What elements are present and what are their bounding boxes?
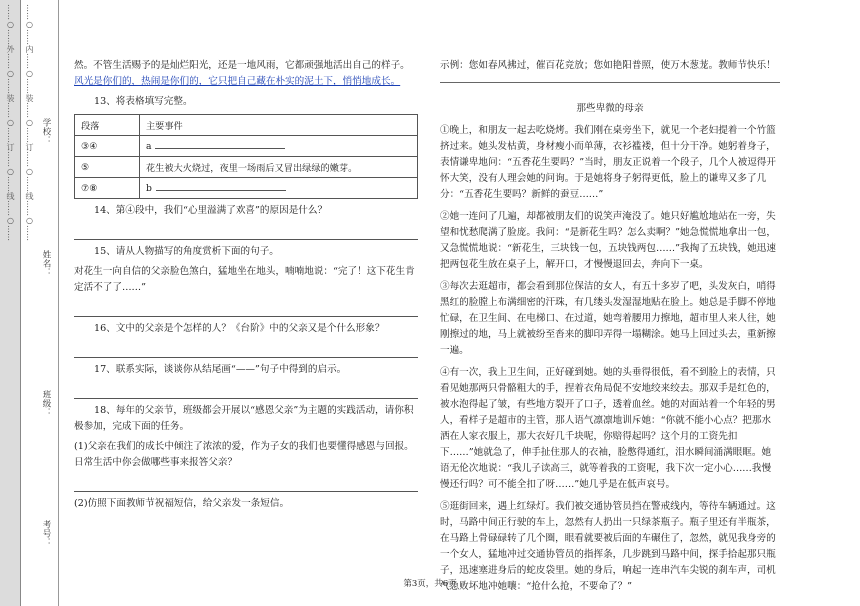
answer-line[interactable] xyxy=(74,225,418,240)
field-class: 班级： xyxy=(41,390,51,417)
question-13: 13、将表格填写完整。 xyxy=(94,96,193,107)
passage-paragraph: ⑤逛街回来，遇上红绿灯。我们被交通协管员挡在警戒线内，等待车辆通过。这时，马路中间正行驶的车上，忽然有人扔出一只绿茶瓶子。瓶子里还有半瓶茶，在马路上骨碌碌转了几个圈，眼看就要被后面的车碾住了，忽然，就见我身旁的一个女人，猛地冲过交通协管员的指挥条，几步跳到马路中间，探手拾起那只瓶子，迅速塞进身后的蛇皮袋里。她的身后，响起一连串汽车尖锐的刹车声，司机气急败坏地冲她嚷：“抢什么抢，不要命了？” xyxy=(440,501,776,592)
blank-label-a: a xyxy=(146,140,152,152)
answer-line[interactable] xyxy=(74,384,418,399)
passage-paragraph: ①晚上，和朋友一起去吃烧烤。我们刚在桌旁坐下，就见一个老妇提着一个竹篮挤过来。她头发枯黄，身材瘦小而单薄，衣衫褴褛，但十分干净。她躬着身子，表情谦卑地问：“五香花生要吗？”当时，朋友正说着一个段子，几个人被逗得开怀大笑，没有人理会她的问询。于是她将身子躬得更低，脸上的谦卑又多了几分：“五香花生要吗？新鲜的蚕豆……” xyxy=(440,125,776,200)
table-row xyxy=(75,178,418,199)
answer-line[interactable] xyxy=(74,302,418,317)
summary-table xyxy=(74,114,418,199)
table-row xyxy=(75,157,418,178)
left-column xyxy=(74,58,418,512)
answer-cell-b[interactable] xyxy=(140,178,418,199)
inner-binding-strip xyxy=(22,0,59,606)
blank-label-b: b xyxy=(146,182,152,194)
question-14: 14、第④段中，我们“心里溢满了欢喜”的原因是什么？ xyxy=(94,205,328,216)
sms-example: 示例：您如春风拂过，催百花竞放；您如艳阳普照，使万木葱茏。教师节快乐！ xyxy=(440,60,776,71)
question-15: 15、请从人物描写的角度赏析下面的句子。 xyxy=(94,246,279,257)
passage-paragraph: ④有一次，我上卫生间，正好碰到她。她的头垂得很低，看不到脸上的表情，只看见她那两只骨骼粗大的手，捏着衣角局促不安地绞来绞去。那双手是红色的，被水泡得起了皱，有些地方裂开了口子，透着血丝。她的对面站着一个年轻的男人，看样子是超市的主管，那人语气凛凛地训斥她：“你就不能小心点？把那水洒在人家衣服上，那大衣好几千块呢，你赔得起吗？这个月的工资先扣下……”她就急了，伸手扯住那人的衣袖，脸憋得通红，泪水瞬间涌满眼眶。她语无伦次地说：“我儿子读高三，就等着我的工资呢，我下次一定小心……我慢慢还行吗？可不能全扣了呀……”她几乎是在低声哀号。 xyxy=(440,367,776,490)
question-17: 17、联系实际，谈谈你从结尾画“——”句子中得到的启示。 xyxy=(94,364,347,375)
table-cell: ⑦⑧ xyxy=(75,178,140,199)
outer-seal-line: ……○……外……○……装……○……订……○……线……○…… xyxy=(6,4,15,241)
table-row xyxy=(75,136,418,157)
table-header-row xyxy=(75,115,418,136)
passage-paragraph: ②她一连问了几遍，却都被朋友们的说笑声淹没了。她只好尴尬地站在一旁，失望和忧愁爬满了脸庞。我问：“是新花生吗？怎么卖啊？”她急慌慌地拿出一包，又急慌慌地说：“新花生，三块钱一包，五块钱两包……”我掏了五块钱，她迅速把两包花生放在桌子上，解开口，才慢慢退回去，奔向下一桌。 xyxy=(440,211,776,270)
table-cell: ③④ xyxy=(75,136,140,157)
right-column xyxy=(440,58,780,595)
intro-underlined: 风光是你们的，热闹是你们的，它只把自己藏在朴实的泥土下，悄悄地成长。 xyxy=(74,76,401,87)
inner-seal-line: ……○……内……○……装……○……订……○……线……○…… xyxy=(25,4,34,241)
field-name: 姓名： xyxy=(41,250,51,277)
question-18: 18、每年的父亲节，班级都会开展以“感恩父亲”为主题的实践活动，请你积极参加，完成下面的任务。 xyxy=(74,405,414,432)
table-cell: 花生被大火烧过，夜里一场雨后又冒出绿绿的嫩芽。 xyxy=(140,157,418,178)
answer-line[interactable] xyxy=(74,477,418,492)
table-header: 主要事件 xyxy=(140,115,418,136)
field-exam-number: 考号： xyxy=(41,520,51,547)
outer-binding-strip xyxy=(0,0,21,606)
answer-cell-a[interactable] xyxy=(140,136,418,157)
answer-line[interactable] xyxy=(440,82,780,83)
passage-title: 那些卑微的母亲 xyxy=(576,103,644,114)
intro-text xyxy=(74,58,418,90)
question-18-part-2: (2)仿照下面教师节祝福短信，给父亲发一条短信。 xyxy=(74,498,290,509)
intro-plain: 然。不管生活赐予的是灿烂阳光，还是一地风雨，它都顽强地活出自己的样子。 xyxy=(74,60,410,71)
passage-paragraph: ③每次去逛超市，都会看到那位保洁的女人，有五十多岁了吧，头发灰白，哨得黑红的脸膛上布满细密的汗珠，有几缕头发湿湿地贴在脸上。她总是手脚不停地忙碌，在卫生间、在电梯口、在过道，她弯着腰用力擦地，超市里人来人往，她刚擦过的地，马上就被纷至沓来的脚印弄得一塌糊涂。她马上回过头去，重新擦一遍。 xyxy=(440,281,776,356)
page-number: 第3页，共6页 xyxy=(403,579,457,589)
field-school: 学校： xyxy=(41,118,51,145)
binding-gutter xyxy=(0,0,60,606)
table-cell: ⑤ xyxy=(75,157,140,178)
question-16: 16、文中的父亲是个怎样的人？《台阶》中的父亲又是个什么形象？ xyxy=(94,323,385,334)
answer-line[interactable] xyxy=(74,343,418,358)
question-15-quote: 对花生一向自信的父亲脸色煞白，猛地坐在地头，喃喃地说：“完了！这下花生肯定活不了了……” xyxy=(74,266,415,293)
table-header: 段落 xyxy=(75,115,140,136)
question-18-part-1: (1)父亲在我们的成长中倾注了浓浓的爱，作为子女的我们也要懂得感恩与回报。日常生活中你会做哪些事来报答父亲？ xyxy=(74,441,414,468)
